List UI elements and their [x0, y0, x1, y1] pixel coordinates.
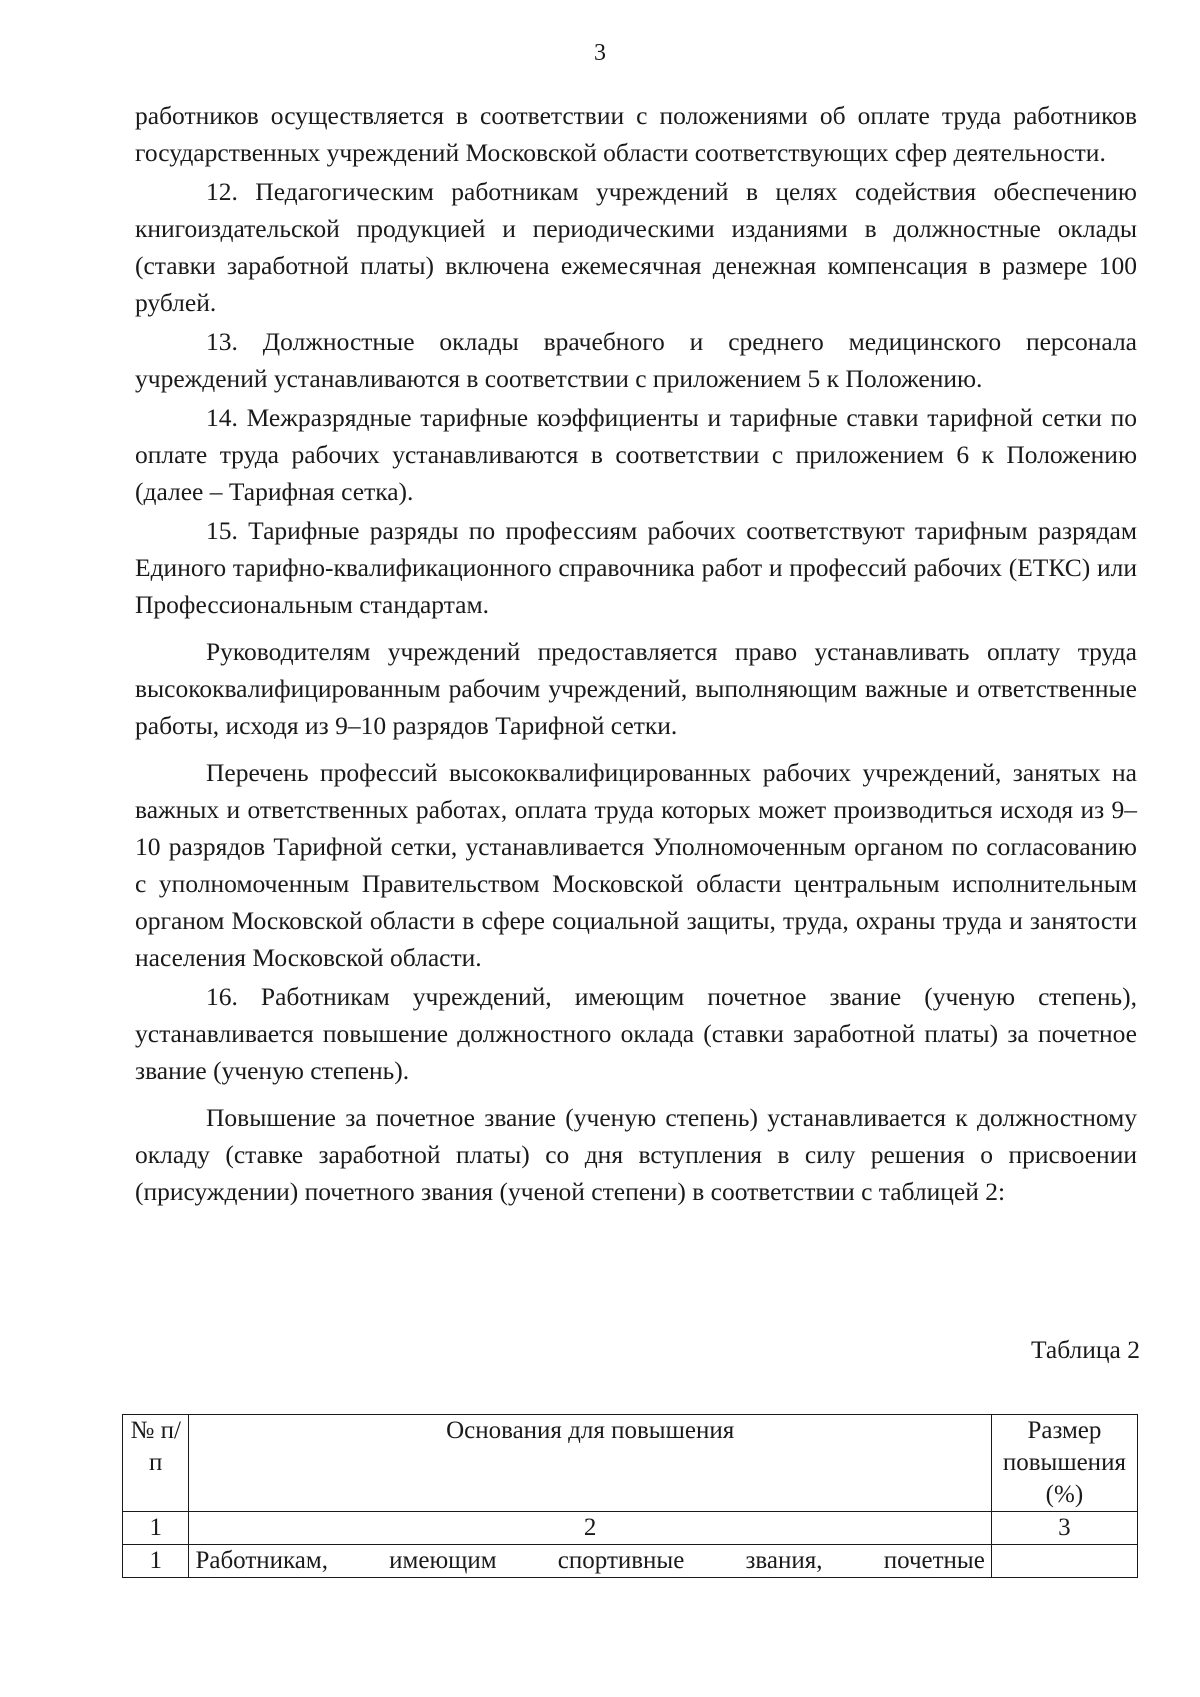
index-cell-3: 3	[991, 1512, 1137, 1545]
header-size: Размер повышения (%)	[991, 1415, 1137, 1512]
page-number: 3	[594, 40, 606, 66]
paragraph-16: 16. Работникам учреждений, имеющим почетное звание (ученую степень), устанавливается повышение должностного оклада (ставки заработной платы) за почетное звание (ученую степень).	[135, 982, 1137, 1085]
table-header-row	[123, 1415, 1138, 1512]
table-index-row	[123, 1512, 1138, 1545]
paragraph-13: 13. Должностные оклады врачебного и среднего медицинского персонала учреждений устанавливаются в соответствии с приложением 5 к Положению.	[135, 327, 1137, 393]
paragraph-16-increase: Повышение за почетное звание (ученую степень) устанавливается к должностному окладу (ставке заработной платы) со дня вступления в силу решения о присвоении (присуждении) почетного звания (ученой степени) в соответствии с таблицей 2:	[135, 1103, 1137, 1206]
row-size	[991, 1545, 1137, 1578]
table-row	[123, 1545, 1138, 1578]
paragraph-15-list: Перечень профессий высококвалифицированных рабочих учреждений, занятых на важных и ответственных работах, оплата труда которых может производиться исходя из 9–10 разрядов Тарифной сетки, устанавливается Уполномоченным органом по согласованию с уполномоченным Правительством Московской области центральным исполнительным органом Московской области в сфере социальной защиты, труда, охраны труда и занятости населения Московской области.	[135, 758, 1137, 972]
row-number: 1	[123, 1545, 189, 1578]
increase-table	[122, 1414, 1138, 1578]
row-basis: Работникам, имеющим спортивные звания, почетные	[189, 1545, 991, 1578]
paragraph-15-managers: Руководителям учреждений предоставляется право устанавливать оплату труда высококвалифицированным рабочим учреждений, выполняющим важные и ответственные работы, исходя из 9–10 разрядов Тарифной сетки.	[135, 637, 1137, 740]
index-cell-1: 1	[123, 1512, 189, 1545]
paragraph-12: 12. Педагогическим работникам учреждений в целях содействия обеспечению книгоиздательской продукцией и периодическими изданиями в должностные оклады (ставки заработной платы) включена ежемесячная денежная компенсация в размере 100 рублей.	[135, 177, 1137, 317]
header-number: № п/п	[123, 1415, 189, 1512]
paragraph-continuation: работников осуществляется в соответствии с положениями об оплате труда работников государственных учреждений Московской области соответствующих сфер деятельности.	[135, 101, 1137, 167]
paragraph-15: 15. Тарифные разряды по профессиям рабочих соответствуют тарифным разрядам Единого тарифно-квалификационного справочника работ и профессий рабочих (ЕТКС) или Профессиональным стандартам.	[135, 516, 1137, 619]
index-cell-2: 2	[189, 1512, 991, 1545]
table-caption: Таблица 2	[1030, 1335, 1140, 1364]
document-body	[135, 97, 1137, 1212]
header-basis: Основания для повышения	[189, 1415, 991, 1512]
paragraph-14: 14. Межразрядные тарифные коэффициенты и тарифные ставки тарифной сетки по оплате труда рабочих устанавливаются в соответствии с приложением 6 к Положению (далее – Тарифная сетка).	[135, 403, 1137, 506]
